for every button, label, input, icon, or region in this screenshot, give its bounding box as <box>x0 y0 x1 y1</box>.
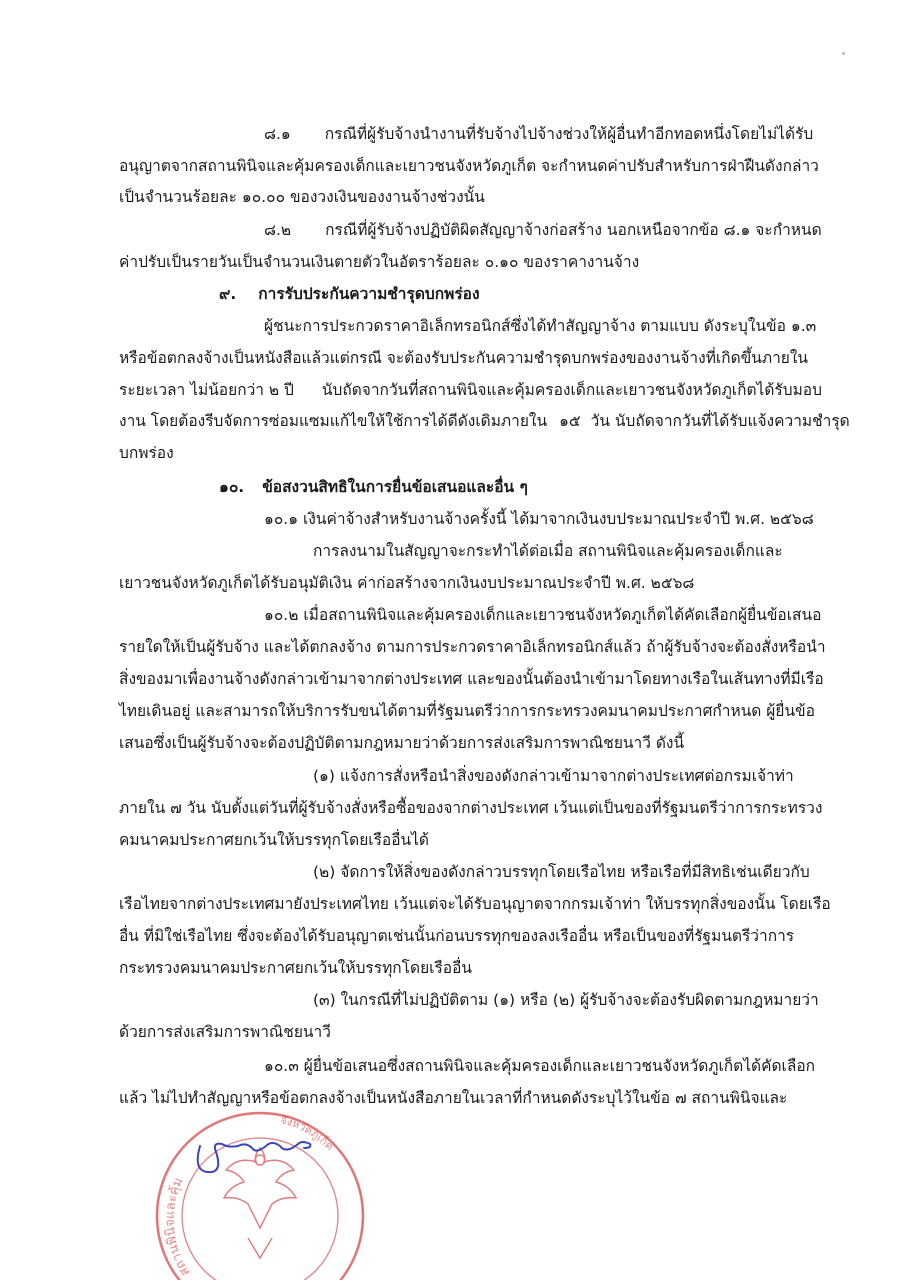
official-seal-stamp <box>140 1098 370 1280</box>
clause-8-1-line-2: อนุญาตจากสถานพินิจและคุ้มครองเด็กและเยาวชนจังหวัดภูเก็ต จะกำหนดค่าปรับสำหรับการฝ่าฝืนดังกล่าว <box>119 157 819 175</box>
clause-10-1-line-1: ๑๐.๑ เงินค่าจ้างสำหรับงานจ้างครั้งนี้ ได้มาจากเงินงบประมาณประจำปี พ.ศ. ๒๕๖๘ <box>264 510 814 528</box>
clause-text: กรณีที่ผู้รับจ้างปฏิบัติผิดสัญญาจ้างก่อสร้าง นอกเหนือจากข้อ ๘.๑ จะกำหนด <box>325 221 822 239</box>
clause-text: วัน นับถัดจากวันที่ได้รับแจ้งความชำรุด <box>590 412 850 430</box>
clause-text: กรณีที่ผู้รับจ้างนำงานที่รับจ้างไปจ้างช่วงให้ผู้อื่นทำอีกทอดหนึ่งโดยไม่ได้รับ <box>324 125 814 143</box>
repair-days: ๑๕ <box>559 412 581 430</box>
section-9-line-5: บกพร่อง <box>119 444 174 462</box>
clause-8-2-line-2: ค่าปรับเป็นรายวันเป็นจำนวนเงินตายตัวในอัตราร้อยละ ๐.๑๐ ของราคางานจ้าง <box>119 253 640 271</box>
scan-speck <box>842 52 845 55</box>
clause-text: นับถัดจากวันที่สถานพินิจและคุ้มครองเด็กและเยาวชนจังหวัดภูเก็ตได้รับมอบ <box>321 381 822 399</box>
clause-10-2-item-2-line-3: อื่น ที่มิใช่เรือไทย ซึ่งจะต้องได้รับอนุญาตเช่นนั้นก่อนบรรทุกของลงเรืออื่น หรือเป็นของที่รัฐมนตรีว่าการ <box>119 927 795 945</box>
clause-10-2-item-2-line-1: (๒) จัดการให้สิ่งของดังกล่าวบรรทุกโดยเรือไทย หรือเรือที่มีสิทธิเช่นเดียวกับ <box>313 863 810 881</box>
signature-mark <box>198 1142 311 1172</box>
warranty-period: ระยะเวลา ไม่น้อยกว่า ๒ ปี <box>119 381 294 399</box>
clause-10-2-item-3-line-1: (๓) ในกรณีที่ไม่ปฏิบัติตาม (๑) หรือ (๒) ผู้รับจ้างจะต้องรับผิดตามกฎหมายว่า <box>313 991 819 1009</box>
section-title: การรับประกันความชำรุดบกพร่อง <box>258 285 480 303</box>
garuda-emblem-icon <box>224 1148 296 1258</box>
clause-10-2-line-5: เสนอซึ่งเป็นผู้รับจ้างจะต้องปฏิบัติตามกฎหมายว่าด้วยการส่งเสริมการพาณิชยนาวี ดังนี้ <box>119 734 685 752</box>
clause-10-2-line-2: รายใดให้เป็นผู้รับจ้าง และได้ตกลงจ้าง ตามการประกวดราคาอิเล็กทรอนิกส์แล้ว ถ้าผู้รับจ้างจะต้องสั่งหรือนำ <box>119 638 826 656</box>
section-10-heading <box>219 477 528 497</box>
section-9-heading <box>219 284 480 304</box>
section-title: ข้อสงวนสิทธิในการยื่นข้อเสนอและอื่น ๆ <box>262 478 528 496</box>
clause-8-2-line-1 <box>264 220 822 240</box>
clause-10-1-line-2: การลงนามในสัญญาจะกระทำได้ต่อเมื่อ สถานพินิจและคุ้มครองเด็กและ <box>313 542 783 560</box>
clause-10-2-item-1-line-1: (๑) แจ้งการสั่งหรือนำสิ่งของดังกล่าวเข้ามาจากต่างประเทศต่อกรมเจ้าท่า <box>313 767 794 785</box>
section-number: ๑๐. <box>219 478 245 496</box>
clause-text: งาน โดยต้องรีบจัดการซ่อมแซมแก้ไขให้ใช้การได้ดีดังเดิมภายใน <box>119 412 548 430</box>
clause-10-2-item-2-line-2: เรือไทยจากต่างประเทศมายังประเทศไทย เว้นแต่จะได้รับอนุญาตจากกรมเจ้าท่า ให้บรรทุกสิ่งของนั้น โดยเรือ <box>119 895 831 913</box>
clause-10-2-line-3: สิ่งของมาเพื่องานจ้างดังกล่าวเข้ามาจากต่างประเทศ และของนั้นต้องนำเข้ามาโดยทางเรือในเส้นทางที่มีเรือ <box>119 670 824 688</box>
clause-10-1-line-3: เยาวชนจังหวัดภูเก็ตได้รับอนุมัติเงิน ค่าก่อสร้างจากเงินงบประมาณประจำปี พ.ศ. ๒๕๖๘ <box>119 574 695 592</box>
clause-8-1-line-1 <box>264 124 813 144</box>
clause-number: ๘.๒ <box>264 221 292 239</box>
section-9-line-1: ผู้ชนะการประกวดราคาอิเล็กทรอนิกส์ซึ่งได้ทำสัญญาจ้าง ตามแบบ ดังระบุในข้อ ๑.๓ <box>264 317 817 335</box>
clause-8-1-line-3: เป็นจำนวนร้อยละ ๑๐.๐๐ ของวงเงินของงานจ้างช่วงนั้น <box>119 188 485 206</box>
clause-10-2-item-1-line-2: ภายใน ๗ วัน นับตั้งแต่วันที่ผู้รับจ้างสั่งหรือซื้อของจากต่างประเทศ เว้นแต่เป็นของที่รัฐมนตรีว่าการกระทรวง <box>119 799 823 817</box>
section-number: ๙. <box>219 285 237 303</box>
clause-10-3-line-2: แล้ว ไม่ไปทำสัญญาหรือข้อตกลงจ้างเป็นหนังสือภายในเวลาที่กำหนดดังระบุไว้ในข้อ ๗ สถานพินิจและ <box>119 1089 788 1107</box>
clause-10-2-line-4: ไทยเดินอยู่ และสามารถให้บริการรับขนได้ตามที่รัฐมนตรีว่าการกระทรวงคมนาคมประกาศกำหนด ผู้ยื่นข้อ <box>119 702 815 720</box>
clause-10-2-item-3-line-2: ด้วยการส่งเสริมการพาณิชยนาวี <box>119 1023 331 1041</box>
seal-text-left: สถานพินิจและคุ้ม <box>162 1175 194 1279</box>
clause-10-2-item-1-line-3: คมนาคมประกาศยกเว้นให้บรรทุกโดยเรืออื่นได้ <box>119 831 429 849</box>
section-9-line-2: หรือข้อตกลงจ้างเป็นหนังสือแล้วแต่กรณี จะต้องรับประกันความชำรุดบกพร่องของงานจ้างที่เกิดขึ้นภายใน <box>119 349 809 367</box>
clause-number: ๘.๑ <box>264 125 291 143</box>
seal-text-right: จังหวัดภูเก็ต <box>279 1113 337 1153</box>
clause-10-2-item-2-line-4: กระทรวงคมนาคมประกาศยกเว้นให้บรรทุกโดยเรืออื่น <box>119 959 472 977</box>
clause-10-2-line-1: ๑๐.๒ เมื่อสถานพินิจและคุ้มครองเด็กและเยาวชนจังหวัดภูเก็ตได้คัดเลือกผู้ยื่นข้อเสนอ <box>264 606 822 624</box>
clause-10-3-line-1: ๑๐.๓ ผู้ยื่นข้อเสนอซึ่งสถานพินิจและคุ้มครองเด็กและเยาวชนจังหวัดภูเก็ตได้คัดเลือก <box>264 1057 816 1075</box>
section-9-line-4 <box>119 411 850 431</box>
section-9-line-3 <box>119 380 822 400</box>
